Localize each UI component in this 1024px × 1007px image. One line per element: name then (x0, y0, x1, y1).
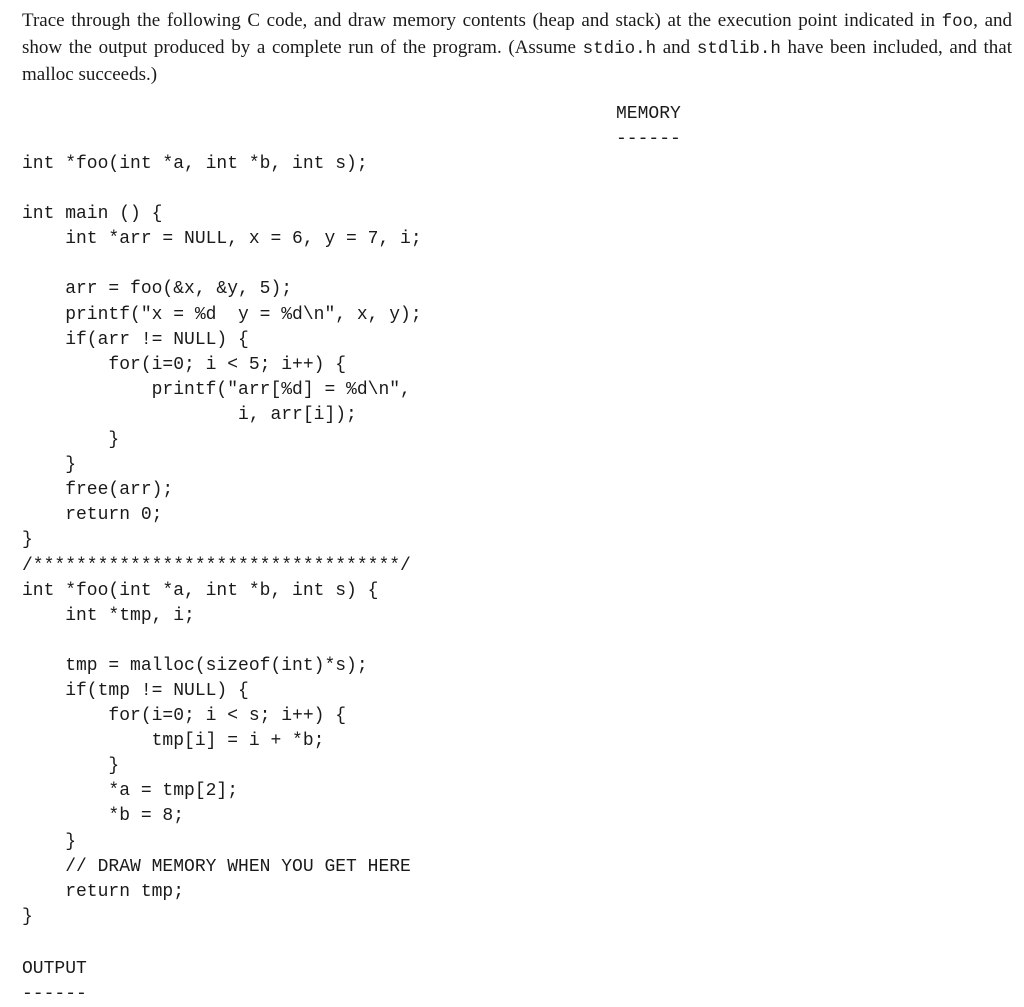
code-line (22, 177, 422, 202)
code-line: return tmp; (22, 881, 185, 902)
code-line: for(i=0; i < 5; i++) { (22, 354, 347, 375)
code-listing (22, 152, 422, 930)
code-line: /**********************************/ (22, 555, 411, 576)
intro-text-2: , and show the output produced by a complete run of the program. (Assume (22, 10, 1013, 58)
header-stdio: stdio.h (582, 39, 657, 59)
output-section-heading (22, 957, 87, 1007)
memory-underline: ------ (616, 129, 681, 150)
code-line: tmp = malloc(sizeof(int)*s); (22, 655, 368, 676)
code-line: printf("arr[%d] = %d\n", (22, 379, 411, 400)
output-title: OUTPUT (22, 959, 87, 979)
code-line: int *arr = NULL, x = 6, y = 7, i; (22, 229, 422, 250)
code-line: // DRAW MEMORY WHEN YOU GET HERE (22, 856, 411, 877)
code-line: int *foo(int *a, int *b, int s) { (22, 580, 379, 601)
output-underline: ------ (22, 984, 87, 1005)
code-line (22, 252, 422, 277)
code-line: if(arr != NULL) { (22, 329, 249, 350)
header-stdlib: stdlib.h (696, 39, 781, 59)
problem-statement (22, 8, 1012, 88)
code-line: *b = 8; (22, 806, 185, 827)
code-line: free(arr); (22, 480, 174, 501)
code-line: *a = tmp[2]; (22, 781, 239, 802)
intro-text-4: have been included, and that malloc succeeds.) (22, 37, 1012, 85)
code-line: for(i=0; i < s; i++) { (22, 706, 347, 727)
code-line: int *foo(int *a, int *b, int s); (22, 154, 368, 174)
function-name-foo: foo (941, 12, 974, 32)
code-line: } (22, 756, 120, 777)
code-line: return 0; (22, 505, 163, 526)
memory-section-heading (616, 102, 681, 152)
intro-text-3: and (656, 37, 697, 58)
code-line: } (22, 906, 33, 927)
memory-title: MEMORY (616, 104, 681, 124)
code-line: i, arr[i]); (22, 404, 357, 425)
code-line: } (22, 430, 120, 451)
code-line: int *tmp, i; (22, 605, 195, 626)
code-line: } (22, 455, 77, 476)
code-line: printf("x = %d y = %d\n", x, y); (22, 304, 422, 325)
code-line: tmp[i] = i + *b; (22, 731, 325, 752)
code-line: arr = foo(&x, &y, 5); (22, 279, 293, 300)
code-line (22, 629, 422, 654)
code-line: if(tmp != NULL) { (22, 680, 249, 701)
code-line: } (22, 831, 77, 852)
code-line: } (22, 530, 33, 551)
intro-text-1: Trace through the following C code, and draw memory contents (heap and stack) at the execution point indicated in (22, 10, 942, 31)
code-line: int main () { (22, 204, 163, 225)
